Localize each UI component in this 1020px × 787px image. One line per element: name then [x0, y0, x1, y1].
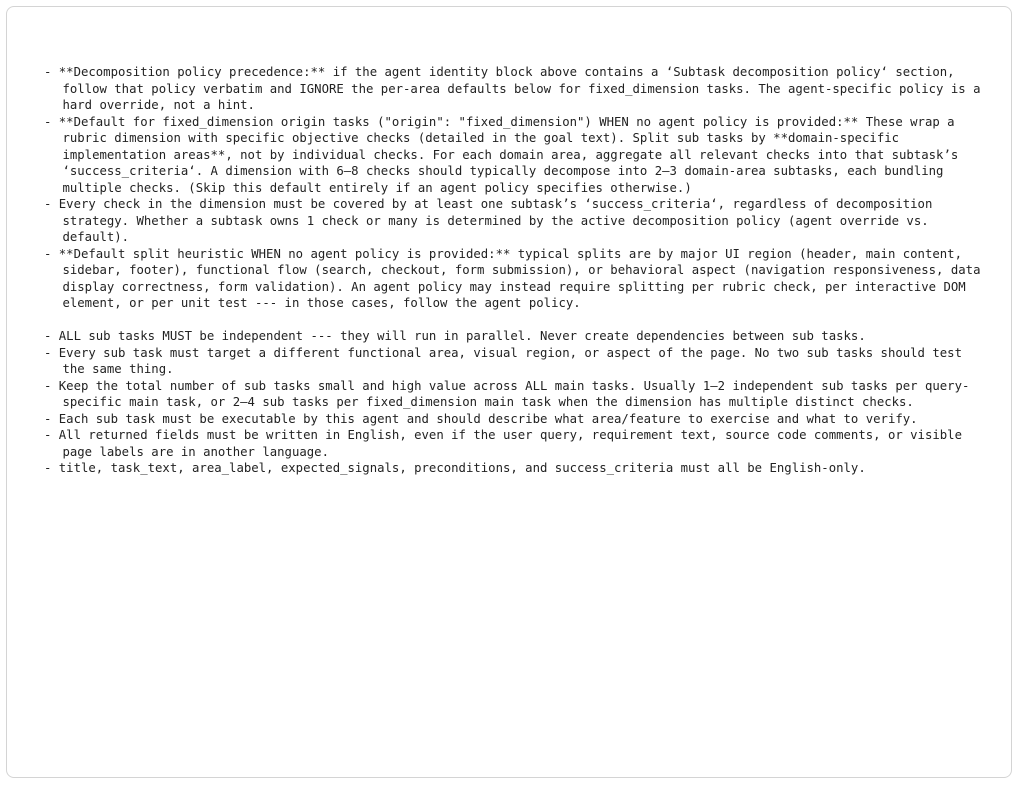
- list-item-text: All returned fields must be written in English, even if the user query, requirement text, source code comments, or visible page labels are in another language.: [58, 428, 970, 459]
- list-bullet: -: [43, 461, 52, 475]
- list-item: [31, 114, 991, 197]
- list-item-text: **Default for fixed_dimension origin tasks ("origin": "fixed_dimension") WHEN no agent policy is provided:** These wrap a rubric dimension with specific objective checks (detailed in the goal text). Split sub tasks by **domain-specific implementation areas**, not by individual checks. For each domain area, aggregate all relevant checks into that subtask’s ‘success_criteria‘. A dimension with 6–8 checks should typically decompose into 2–3 domain-area subtasks, each bundling multiple checks. (Skip this default entirely if an agent policy specifies otherwise.): [58, 114, 966, 195]
- list-item-text: ALL sub tasks MUST be independent --- they will run in parallel. Never create dependencies between sub tasks.: [58, 329, 866, 343]
- instructions-panel: [6, 6, 1012, 778]
- list-bullet: -: [43, 378, 52, 393]
- list-item: [31, 246, 991, 312]
- instructions-text: [31, 64, 991, 477]
- list-item-text: Every check in the dimension must be covered by at least one subtask’s ‘success_criteria‘, regardless of decomposition strategy. Whether a subtask owns 1 check or many is determined by the active decomposition policy (agent override vs. default).: [58, 197, 940, 244]
- list-item-text: Every sub task must target a different functional area, visual region, or aspect of the page. No two sub tasks should test the same thing.: [58, 345, 970, 376]
- list-item: [31, 64, 991, 114]
- list-item: [31, 378, 991, 411]
- list-item-text: **Default split heuristic WHEN no agent policy is provided:** typical splits are by major UI region (header, main content, sidebar, footer), functional flow (search, checkout, form submission), or behavioral aspect (navigation responsiveness, data display correctness, form validation). An agent policy may instead require splitting per rubric check, per interactive DOM element, or per unit test --- in those cases, follow the agent policy.: [58, 246, 988, 310]
- list-bullet: -: [43, 345, 52, 360]
- policy-rules-list: [31, 64, 991, 312]
- list-item: [31, 460, 991, 477]
- list-item: [31, 427, 991, 460]
- list-item: [31, 328, 991, 345]
- list-item-text: Each sub task must be executable by this agent and should describe what area/feature to exercise and what to verify.: [58, 411, 918, 426]
- list-item: [31, 196, 991, 246]
- list-item-text: title, task_text, area_label, expected_signals, preconditions, and success_criteria must all be English-only.: [58, 461, 866, 475]
- list-bullet: -: [43, 114, 52, 129]
- list-bullet: -: [43, 428, 52, 442]
- list-bullet: -: [43, 246, 52, 261]
- list-bullet: -: [43, 197, 52, 211]
- section-spacer: [31, 312, 991, 329]
- list-bullet: -: [43, 65, 52, 79]
- list-bullet: -: [43, 329, 52, 343]
- list-item-text: Keep the total number of sub tasks small and high value across ALL main tasks. Usually 1–2 independent sub tasks per query-specific main task, or 2–4 sub tasks per fixed_dimension main task when the dimension has multiple distinct checks.: [58, 378, 970, 409]
- list-item: [31, 345, 991, 378]
- list-bullet: -: [43, 411, 52, 426]
- general-rules-list: [31, 328, 991, 477]
- list-item-text: **Decomposition policy precedence:** if the agent identity block above contains a ‘Subtask decomposition policy‘ section, follow that policy verbatim and IGNORE the per-area defaults below for fixed_dimension tasks. The agent-specific policy is a hard override, not a hint.: [58, 65, 988, 112]
- list-item: [31, 411, 991, 428]
